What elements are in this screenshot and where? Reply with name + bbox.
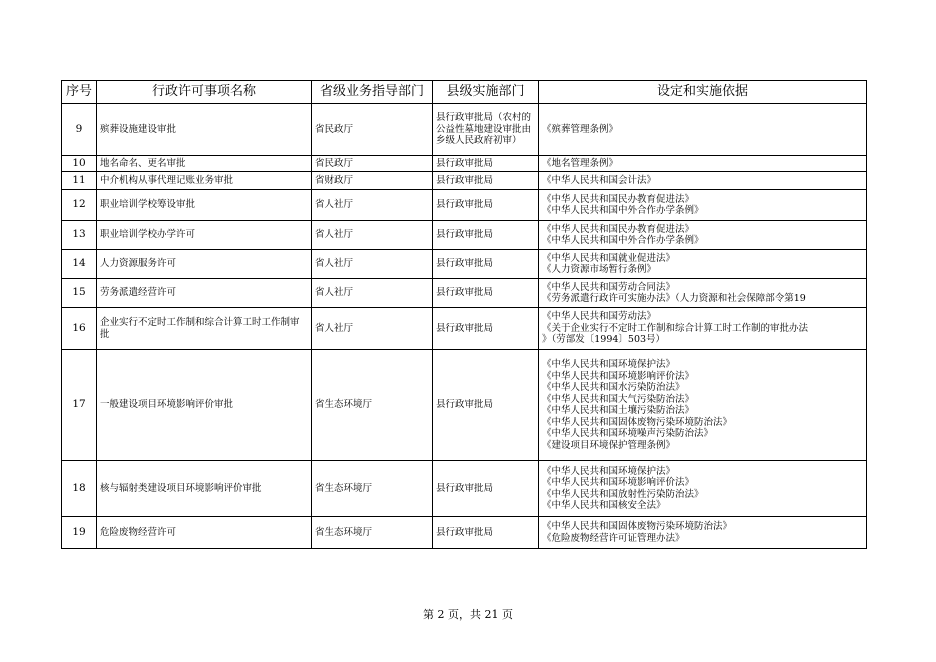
basis-cell bbox=[539, 104, 867, 156]
basis-line: 《中华人民共和国中外合作办学条例》 bbox=[542, 235, 704, 246]
basis-line: 《关于企业实行不定时工作制和综合计算工时工作制的审批办法 bbox=[542, 322, 809, 334]
row-number: 15 bbox=[62, 279, 97, 308]
permit-name: 地名命名、更名审批 bbox=[97, 156, 312, 172]
county-dept bbox=[433, 517, 539, 549]
table-body bbox=[62, 104, 867, 549]
row-number: 19 bbox=[62, 517, 97, 549]
basis-cell bbox=[539, 250, 867, 279]
table-row bbox=[62, 104, 867, 156]
row-number: 18 bbox=[62, 461, 97, 517]
county-dept bbox=[433, 221, 539, 250]
table-row bbox=[62, 279, 867, 308]
permit-name: 职业培训学校筹设审批 bbox=[97, 190, 312, 221]
province-dept: 省人社厅 bbox=[312, 250, 433, 279]
header-basis: 设定和实施依据 bbox=[539, 81, 867, 104]
basis-cell bbox=[539, 221, 867, 250]
permit-name: 中介机构从事代理记账业务审批 bbox=[97, 172, 312, 190]
table-row bbox=[62, 156, 867, 172]
permit-table bbox=[61, 80, 867, 549]
county-dept bbox=[433, 461, 539, 517]
table-header bbox=[62, 81, 867, 104]
table-row bbox=[62, 461, 867, 517]
county-dept bbox=[433, 279, 539, 308]
province-dept: 省生态环境厅 bbox=[312, 517, 433, 549]
basis-line: 《中华人民共和国中外合作办学条例》 bbox=[542, 205, 704, 216]
basis-line: 《中华人民共和国大气污染防治法》 bbox=[542, 393, 695, 405]
basis-line: 《劳务派遣行政许可实施办法》（人力资源和社会保障部令第19 bbox=[542, 293, 806, 304]
basis-line: 《中华人民共和国民办教育促进法》 bbox=[542, 223, 695, 235]
permit-name: 危险废物经营许可 bbox=[97, 517, 312, 549]
county-dept-text: 县行政审批局 bbox=[436, 482, 494, 494]
table-row bbox=[62, 190, 867, 221]
county-dept bbox=[433, 250, 539, 279]
province-dept: 省人社厅 bbox=[312, 190, 433, 221]
county-dept-text: 县行政审批局 bbox=[436, 157, 494, 169]
basis-cell bbox=[539, 190, 867, 221]
basis-line: 《中华人民共和国环境噪声污染防治法》 bbox=[542, 428, 714, 439]
basis-line: 《中华人民共和国水污染防治法》 bbox=[542, 382, 685, 393]
permit-name: 人力资源服务许可 bbox=[97, 250, 312, 279]
table-row bbox=[62, 221, 867, 250]
county-dept-text: 县行政审批局 bbox=[436, 229, 494, 241]
province-dept: 省生态环境厅 bbox=[312, 350, 433, 461]
basis-line: 《中华人民共和国环境保护法》 bbox=[542, 359, 676, 370]
row-number: 13 bbox=[62, 221, 97, 250]
basis-line: 《建设项目环境保护管理条例》 bbox=[542, 439, 676, 451]
header-no: 序号 bbox=[62, 81, 97, 104]
county-dept-text: 县行政审批局 bbox=[436, 287, 494, 299]
basis-cell bbox=[539, 308, 867, 350]
basis-cell bbox=[539, 156, 867, 172]
basis-line: 《中华人民共和国会计法》 bbox=[542, 174, 657, 186]
basis-line: 《中华人民共和国环境影响评价法》 bbox=[542, 477, 695, 488]
basis-line: 《中华人民共和国民办教育促进法》 bbox=[542, 193, 695, 205]
basis-line: 《中华人民共和国放射性污染防治法》 bbox=[542, 488, 704, 500]
basis-line: 《地名管理条例》 bbox=[542, 157, 619, 169]
row-number: 14 bbox=[62, 250, 97, 279]
county-dept bbox=[433, 156, 539, 172]
table-row bbox=[62, 250, 867, 279]
province-dept: 省财政厅 bbox=[312, 172, 433, 190]
county-dept-text: 县行政审批局 bbox=[436, 526, 494, 538]
basis-line: 《中华人民共和国固体废物污染环境防治法》 bbox=[542, 521, 733, 532]
basis-line: 《中华人民共和国劳动法》 bbox=[542, 311, 657, 323]
basis-line: 》（劳部发〔1994〕503号） bbox=[542, 334, 666, 346]
basis-line: 《殡葬管理条例》 bbox=[542, 123, 619, 135]
row-number: 16 bbox=[62, 308, 97, 350]
basis-line: 《中华人民共和国环境影响评价法》 bbox=[542, 370, 695, 382]
basis-cell bbox=[539, 350, 867, 461]
county-dept-text: 县行政审批局（农村的公益性墓地建设审批由乡级人民政府初审） bbox=[436, 112, 532, 147]
basis-cell bbox=[539, 172, 867, 190]
row-number: 12 bbox=[62, 190, 97, 221]
table-row bbox=[62, 350, 867, 461]
table-row bbox=[62, 517, 867, 549]
row-number: 10 bbox=[62, 156, 97, 172]
basis-line: 《中华人民共和国劳动合同法》 bbox=[542, 281, 676, 293]
table-row bbox=[62, 172, 867, 190]
permit-name: 一般建设项目环境影响评价审批 bbox=[97, 350, 312, 461]
county-dept bbox=[433, 172, 539, 190]
row-number: 17 bbox=[62, 350, 97, 461]
province-dept: 省生态环境厅 bbox=[312, 461, 433, 517]
table-row bbox=[62, 308, 867, 350]
header-name: 行政许可事项名称 bbox=[97, 81, 312, 104]
county-dept-text: 县行政审批局 bbox=[436, 199, 494, 211]
permit-name: 职业培训学校办学许可 bbox=[97, 221, 312, 250]
county-dept-text: 县行政审批局 bbox=[436, 174, 494, 186]
header-county-dept: 县级实施部门 bbox=[433, 81, 539, 104]
basis-cell bbox=[539, 517, 867, 549]
basis-line: 《中华人民共和国就业促进法》 bbox=[542, 252, 676, 264]
county-dept-text: 县行政审批局 bbox=[436, 399, 494, 411]
basis-cell bbox=[539, 461, 867, 517]
province-dept: 省人社厅 bbox=[312, 221, 433, 250]
page-footer: 第 2 页，共 21 页 bbox=[423, 608, 513, 621]
basis-line: 《人力资源市场暂行条例》 bbox=[542, 264, 657, 275]
county-dept bbox=[433, 104, 539, 156]
county-dept bbox=[433, 350, 539, 461]
basis-line: 《中华人民共和国核安全法》 bbox=[542, 500, 666, 511]
basis-line: 《中华人民共和国土壤污染防治法》 bbox=[542, 405, 695, 416]
row-number: 11 bbox=[62, 172, 97, 190]
basis-cell bbox=[539, 279, 867, 308]
province-dept: 省人社厅 bbox=[312, 279, 433, 308]
basis-line: 《中华人民共和国环境保护法》 bbox=[542, 465, 676, 477]
basis-line: 《危险废物经营许可证管理办法》 bbox=[542, 532, 685, 544]
permit-name: 殡葬设施建设审批 bbox=[97, 104, 312, 156]
header-province-dept: 省级业务指导部门 bbox=[312, 81, 433, 104]
county-dept-text: 县行政审批局 bbox=[436, 322, 494, 334]
county-dept bbox=[433, 308, 539, 350]
row-number: 9 bbox=[62, 104, 97, 156]
permit-name: 核与辐射类建设项目环境影响评价审批 bbox=[97, 461, 312, 517]
permit-name: 劳务派遣经营许可 bbox=[97, 279, 312, 308]
permit-name: 企业实行不定时工作制和综合计算工时工作制审批 bbox=[97, 308, 312, 350]
county-dept-text: 县行政审批局 bbox=[436, 258, 494, 270]
county-dept bbox=[433, 190, 539, 221]
province-dept: 省民政厅 bbox=[312, 156, 433, 172]
province-dept: 省民政厅 bbox=[312, 104, 433, 156]
province-dept: 省人社厅 bbox=[312, 308, 433, 350]
basis-line: 《中华人民共和国固体废物污染环境防治法》 bbox=[542, 416, 733, 428]
